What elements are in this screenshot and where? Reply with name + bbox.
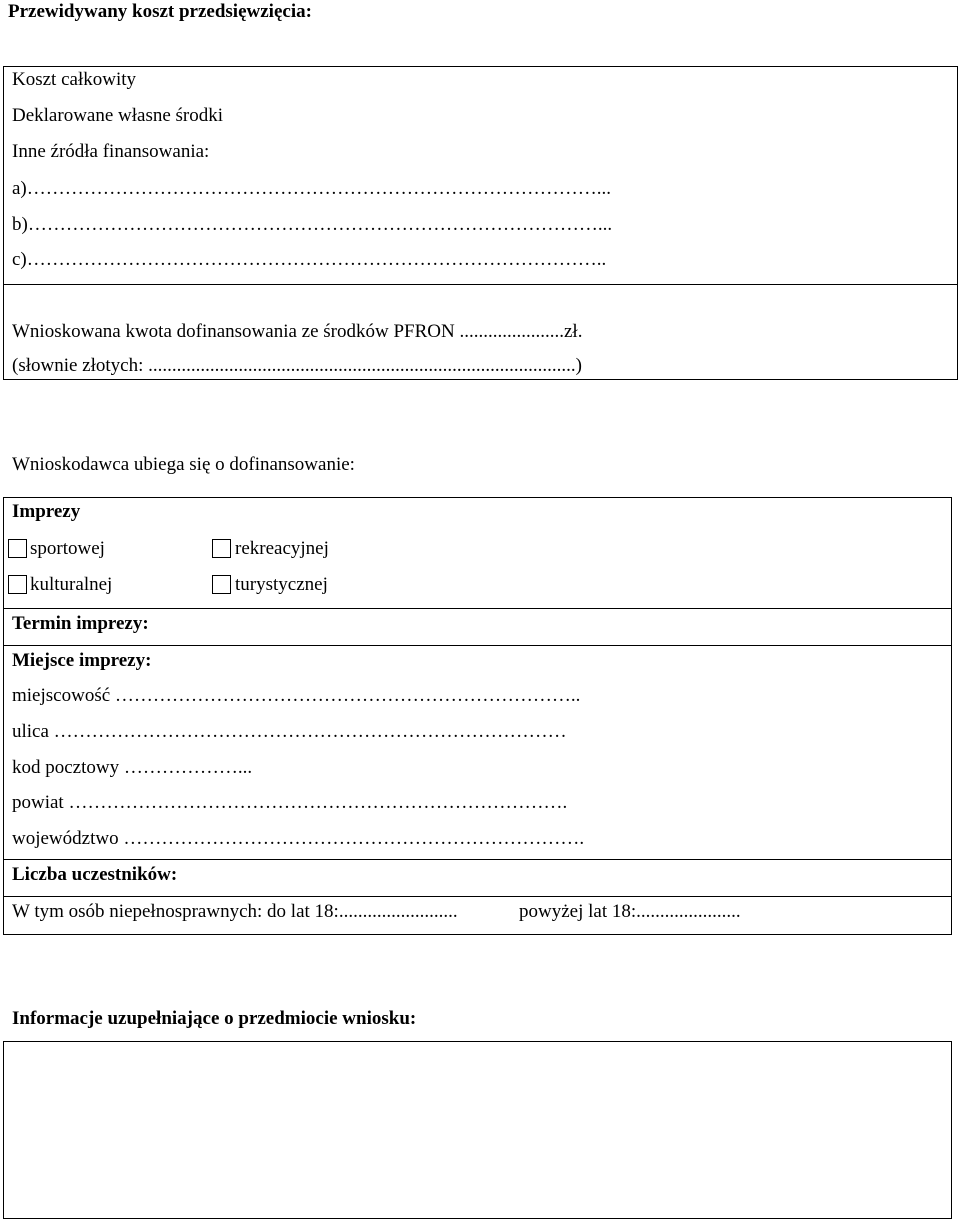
sport-label: sportowej — [30, 538, 105, 559]
extra-info-textbox[interactable] — [3, 1041, 952, 1219]
extra-info-heading: Informacje uzupełniające o przedmiocie wniosku: — [12, 1008, 417, 1029]
recreation-label: rekreacyjnej — [235, 538, 329, 559]
source-a-field[interactable]: a)………………………………………………………………………………... — [12, 178, 612, 199]
amount-in-words-field[interactable]: (słownie złotych: ..........................................................................................) — [12, 355, 582, 376]
disabled-over-18-field[interactable]: powyżej lat 18:...................... — [519, 901, 741, 922]
source-b-field[interactable]: b)………………………………………………………………………………... — [12, 214, 613, 235]
participants-label: Liczba uczestników: — [12, 864, 178, 885]
other-sources-label: Inne źródła finansowania: — [12, 141, 210, 162]
tourism-label: turystycznej — [235, 574, 328, 595]
event-table-divider-3 — [3, 859, 952, 860]
own-funds-label: Deklarowane własne środki — [12, 105, 224, 126]
event-table-divider-4 — [3, 896, 952, 897]
recreation-checkbox[interactable] — [212, 539, 231, 558]
total-cost-label: Koszt całkowity — [12, 69, 137, 90]
sport-checkbox[interactable] — [8, 539, 27, 558]
source-c-field[interactable]: c)……………………………………………………………………………….. — [12, 249, 607, 270]
voivodeship-field[interactable]: województwo ………………………………………………………………. — [12, 828, 585, 849]
disabled-under-18-field[interactable]: W tym osób niepełnosprawnych: do lat 18:......................... — [12, 901, 458, 922]
event-table-divider-2 — [3, 645, 952, 646]
county-field[interactable]: powiat ……………………………………………………………………. — [12, 792, 568, 813]
event-table-divider-1 — [3, 608, 952, 609]
requested-amount-field[interactable]: Wnioskowana kwota dofinansowania ze środków PFRON ......................zł. — [12, 321, 583, 342]
application-intro: Wnioskodawca ubiega się o dofinansowanie: — [12, 454, 355, 475]
culture-checkbox[interactable] — [8, 575, 27, 594]
street-field[interactable]: ulica ……………………………………………………………………… — [12, 721, 567, 742]
town-field[interactable]: miejscowość ……………………………………………………………….. — [12, 685, 581, 706]
event-date-label: Termin imprezy: — [12, 613, 149, 634]
cost-heading: Przewidywany koszt przedsięwzięcia: — [8, 1, 312, 22]
event-place-label: Miejsce imprezy: — [12, 650, 152, 671]
culture-label: kulturalnej — [30, 574, 113, 595]
tourism-checkbox[interactable] — [212, 575, 231, 594]
postcode-field[interactable]: kod pocztowy ………………... — [12, 757, 253, 778]
events-heading: Imprezy — [12, 501, 81, 522]
cost-table-divider — [3, 284, 958, 285]
